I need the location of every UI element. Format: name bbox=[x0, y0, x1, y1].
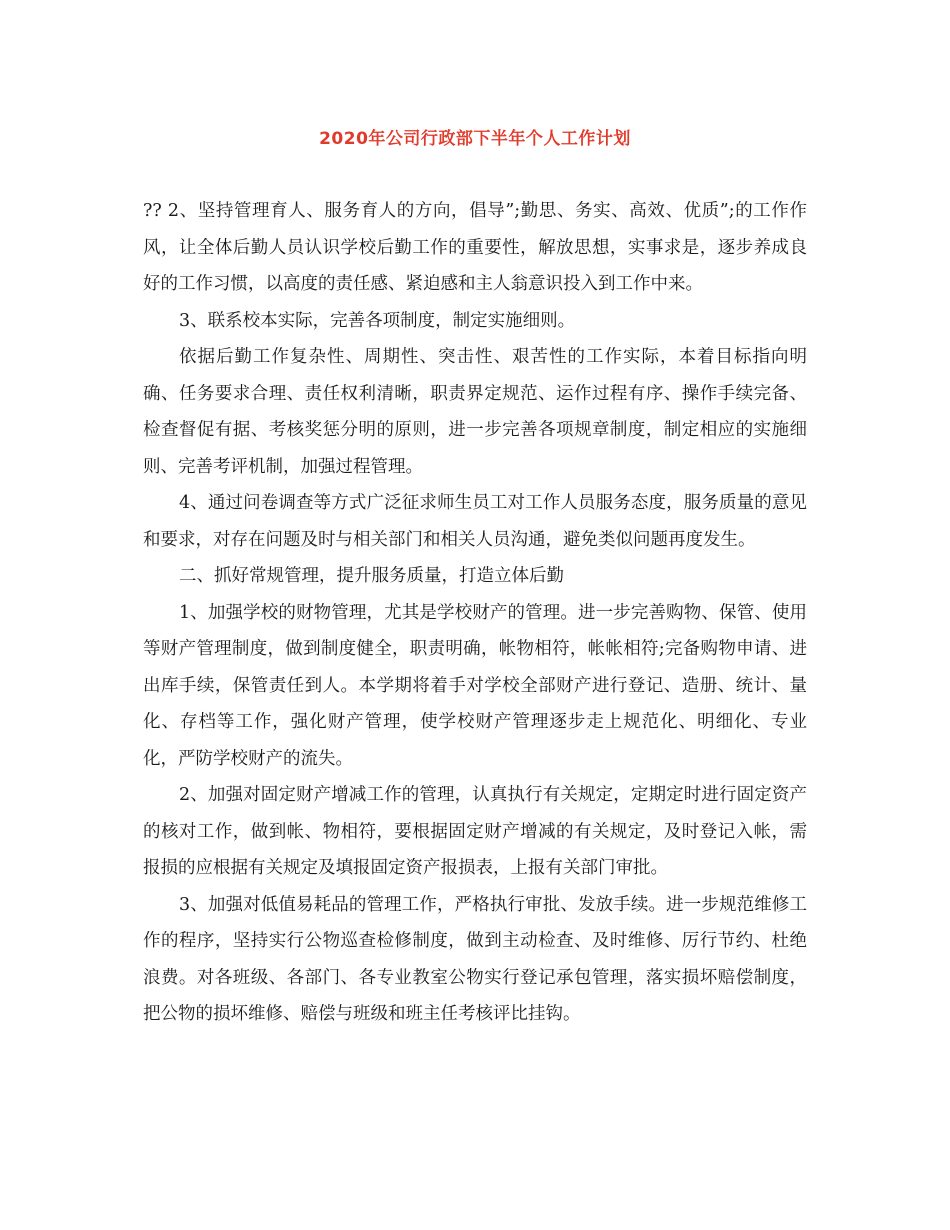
paragraph-1: ?? 2、坚持管理育人、服务育人的方向，倡导”;勤思、务实、高效、优质”;的工作作风，让全体后勤人员认识学校后勤工作的重要性，解放思想，实事求是，逐步养成良好的工作习惯，以高度的责任感、紧迫感和主人翁意识投入到工作中来。 bbox=[143, 201, 807, 294]
paragraph-4: 4、通过问卷调查等方式广泛征求师生员工对工作人员服务态度，服务质量的意见和要求，对存在问题及时与相关部门和相关人员沟通，避免类似问题再度发生。 bbox=[143, 493, 807, 550]
document-title: 2020年公司行政部下半年个人工作计划 bbox=[319, 129, 631, 149]
paragraph-5: 1、加强学校的财物管理，尤其是学校财产的管理。进一步完善购物、保管、使用等财产管理制度，做到制度健全，职责明确，帐物相符，帐帐相符;完备购物申请、进出库手续，保管责任到人。本学期将着手对学校全部财产进行登记、造册、统计、量化、存档等工作，强化财产管理，使学校财产管理逐步走上规范化、明细化、专业化，严防学校财产的流失。 bbox=[143, 602, 807, 769]
paragraph-7: 3、加强对低值易耗品的管理工作，严格执行审批、发放手续。进一步规范维修工作的程序，坚持实行公物巡查检修制度，做到主动检查、及时维修、厉行节约、杜绝浪费。对各班级、各部门、各专业教室公物实行登记承包管理，落实损坏赔偿制度，把公物的损坏维修、赔偿与班级和班主任考核评比挂钩。 bbox=[143, 894, 807, 1024]
paragraph-6: 2、加强对固定财产增减工作的管理，认真执行有关规定，定期定时进行固定资产的核对工作，做到帐、物相符，要根据固定财产增减的有关规定，及时登记入帐，需报损的应根据有关规定及填报固定资产报损表，上报有关部门审批。 bbox=[143, 785, 807, 878]
paragraph-2: 3、联系校本实际，完善各项制度，制定实施细则。 bbox=[179, 310, 576, 331]
paragraph-3: 依据后勤工作复杂性、周期性、突击性、艰苦性的工作实际，本着目标指向明确、任务要求合理、责任权利清晰，职责界定规范、运作过程有序、操作手续完备、检查督促有据、考核奖惩分明的原则，进一步完善各项规章制度，制定相应的实施细则、完善考评机制，加强过程管理。 bbox=[143, 347, 807, 477]
document-body bbox=[143, 193, 807, 1033]
section-heading: 二、抓好常规管理，提升服务质量，打造立体后勤 bbox=[179, 566, 564, 586]
